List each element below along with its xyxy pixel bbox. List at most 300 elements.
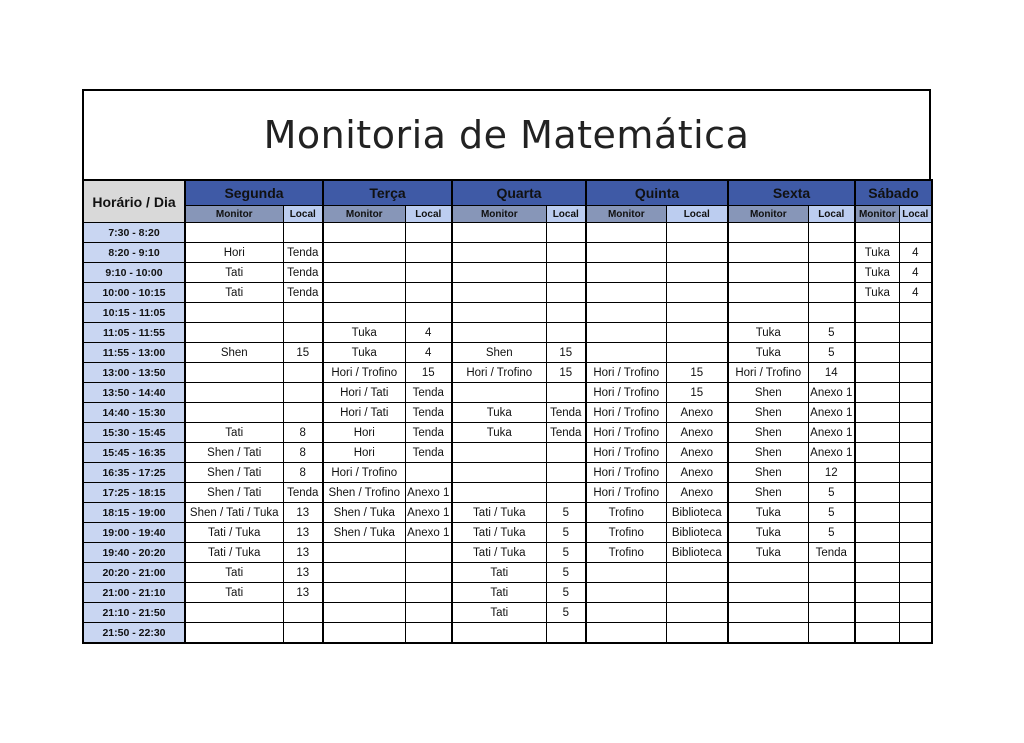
local-cell: 5 bbox=[808, 343, 855, 363]
monitor-cell bbox=[452, 383, 546, 403]
table-row bbox=[83, 423, 932, 443]
monitor-cell bbox=[323, 563, 405, 583]
local-cell bbox=[899, 583, 932, 603]
day-header-quinta: Quinta bbox=[586, 180, 728, 206]
local-cell: 15 bbox=[405, 363, 452, 383]
day-header-sexta: Sexta bbox=[728, 180, 855, 206]
local-cell bbox=[283, 603, 323, 623]
monitor-cell: Hori / Trofino bbox=[586, 363, 666, 383]
local-cell bbox=[899, 223, 932, 243]
monitor-cell: Shen bbox=[185, 343, 283, 363]
local-cell bbox=[546, 323, 586, 343]
table-row bbox=[83, 543, 932, 563]
table-row bbox=[83, 603, 932, 623]
time-slot-label: 13:00 - 13:50 bbox=[83, 363, 185, 383]
monitor-subheader: Monitor bbox=[452, 206, 546, 223]
monitor-cell: Tati / Tuka bbox=[185, 523, 283, 543]
table-row bbox=[83, 483, 932, 503]
local-cell bbox=[808, 283, 855, 303]
local-cell: Anexo bbox=[666, 423, 728, 443]
monitor-cell: Hori / Trofino bbox=[586, 443, 666, 463]
local-cell: 5 bbox=[546, 503, 586, 523]
monitor-cell bbox=[586, 623, 666, 644]
day-header-terca: Terça bbox=[323, 180, 452, 206]
monitor-cell: Hori / Trofino bbox=[586, 383, 666, 403]
monitor-cell: Tuka bbox=[855, 243, 899, 263]
local-cell: Tenda bbox=[283, 263, 323, 283]
local-cell bbox=[546, 263, 586, 283]
monitor-cell bbox=[452, 483, 546, 503]
local-cell: 13 bbox=[283, 523, 323, 543]
monitor-cell: Shen bbox=[728, 463, 808, 483]
local-subheader: Local bbox=[808, 206, 855, 223]
local-cell: 13 bbox=[283, 583, 323, 603]
monitor-cell: Shen bbox=[728, 403, 808, 423]
monitor-cell: Shen bbox=[728, 383, 808, 403]
time-slot-label: 14:40 - 15:30 bbox=[83, 403, 185, 423]
monitor-cell: Hori / Trofino bbox=[323, 363, 405, 383]
local-cell bbox=[899, 403, 932, 423]
monitor-cell: Hori / Trofino bbox=[586, 403, 666, 423]
local-cell: Tenda bbox=[808, 543, 855, 563]
monitor-cell bbox=[855, 623, 899, 644]
monitor-cell bbox=[185, 223, 283, 243]
local-cell: 14 bbox=[808, 363, 855, 383]
time-slot-label: 19:00 - 19:40 bbox=[83, 523, 185, 543]
local-cell: Anexo 1 bbox=[405, 523, 452, 543]
monitor-cell bbox=[855, 503, 899, 523]
monitor-cell bbox=[586, 603, 666, 623]
local-subheader: Local bbox=[283, 206, 323, 223]
corner-header: Horário / Dia bbox=[83, 180, 185, 223]
local-cell bbox=[405, 563, 452, 583]
monitor-cell bbox=[185, 383, 283, 403]
local-cell bbox=[899, 543, 932, 563]
local-cell: Biblioteca bbox=[666, 543, 728, 563]
monitor-cell: Shen bbox=[452, 343, 546, 363]
time-slot-label: 10:00 - 10:15 bbox=[83, 283, 185, 303]
monitor-cell bbox=[728, 223, 808, 243]
day-header-sabado: Sábado bbox=[855, 180, 932, 206]
monitor-cell bbox=[185, 403, 283, 423]
local-cell: Tenda bbox=[546, 403, 586, 423]
local-cell: Anexo bbox=[666, 463, 728, 483]
monitor-cell: Tati bbox=[452, 603, 546, 623]
time-slot-label: 16:35 - 17:25 bbox=[83, 463, 185, 483]
local-cell bbox=[546, 223, 586, 243]
table-row bbox=[83, 283, 932, 303]
monitor-cell bbox=[323, 303, 405, 323]
local-cell bbox=[899, 303, 932, 323]
time-slot-label: 21:00 - 21:10 bbox=[83, 583, 185, 603]
monitor-cell: Tuka bbox=[728, 523, 808, 543]
monitor-cell: Trofino bbox=[586, 523, 666, 543]
table-row bbox=[83, 503, 932, 523]
monitor-cell bbox=[586, 583, 666, 603]
local-cell bbox=[546, 303, 586, 323]
monitor-cell: Tati / Tuka bbox=[452, 523, 546, 543]
local-cell bbox=[405, 543, 452, 563]
monitor-cell: Tuka bbox=[452, 423, 546, 443]
monitor-cell bbox=[452, 463, 546, 483]
local-cell: Anexo 1 bbox=[808, 443, 855, 463]
monitor-cell: Tati bbox=[185, 423, 283, 443]
local-cell: Anexo bbox=[666, 483, 728, 503]
monitor-cell bbox=[728, 603, 808, 623]
local-cell bbox=[666, 623, 728, 644]
local-subheader: Local bbox=[899, 206, 932, 223]
monitor-cell: Tati bbox=[185, 263, 283, 283]
local-cell: 5 bbox=[546, 563, 586, 583]
local-cell bbox=[283, 403, 323, 423]
local-cell: 5 bbox=[546, 583, 586, 603]
local-cell bbox=[666, 603, 728, 623]
monitor-cell: Hori bbox=[185, 243, 283, 263]
local-cell bbox=[899, 323, 932, 343]
local-cell bbox=[405, 463, 452, 483]
local-cell: 15 bbox=[546, 343, 586, 363]
local-cell bbox=[899, 463, 932, 483]
local-cell: 4 bbox=[899, 263, 932, 283]
local-cell: Tenda bbox=[546, 423, 586, 443]
monitor-cell: Trofino bbox=[586, 543, 666, 563]
time-slot-label: 17:25 - 18:15 bbox=[83, 483, 185, 503]
time-slot-label: 15:30 - 15:45 bbox=[83, 423, 185, 443]
local-cell bbox=[666, 323, 728, 343]
local-cell: 5 bbox=[808, 483, 855, 503]
local-cell bbox=[899, 343, 932, 363]
local-cell: Biblioteca bbox=[666, 523, 728, 543]
monitor-cell bbox=[452, 283, 546, 303]
monitor-cell: Hori bbox=[323, 423, 405, 443]
local-cell: Anexo 1 bbox=[808, 423, 855, 443]
monitor-cell: Shen / Tuka bbox=[323, 523, 405, 543]
local-cell: Anexo 1 bbox=[808, 383, 855, 403]
table-row bbox=[83, 623, 932, 644]
local-cell bbox=[899, 523, 932, 543]
monitor-cell bbox=[855, 603, 899, 623]
table-row bbox=[83, 343, 932, 363]
time-slot-label: 21:50 - 22:30 bbox=[83, 623, 185, 644]
page-title: Monitoria de Matemática bbox=[263, 113, 750, 157]
monitor-cell: Shen bbox=[728, 443, 808, 463]
monitor-cell bbox=[855, 363, 899, 383]
monitor-cell: Hori / Trofino bbox=[323, 463, 405, 483]
monitor-cell bbox=[728, 623, 808, 644]
local-cell: Tenda bbox=[283, 283, 323, 303]
monitor-cell: Shen / Tuka bbox=[323, 503, 405, 523]
time-slot-label: 19:40 - 20:20 bbox=[83, 543, 185, 563]
monitor-cell: Tuka bbox=[323, 323, 405, 343]
time-slot-label: 11:05 - 11:55 bbox=[83, 323, 185, 343]
monitor-cell bbox=[452, 243, 546, 263]
monitor-cell bbox=[323, 243, 405, 263]
monitor-cell bbox=[323, 263, 405, 283]
local-cell bbox=[808, 583, 855, 603]
local-cell: 12 bbox=[808, 463, 855, 483]
local-cell bbox=[899, 483, 932, 503]
time-slot-label: 11:55 - 13:00 bbox=[83, 343, 185, 363]
schedule-table bbox=[82, 179, 933, 644]
time-slot-label: 8:20 - 9:10 bbox=[83, 243, 185, 263]
monitor-subheader: Monitor bbox=[185, 206, 283, 223]
local-subheader: Local bbox=[666, 206, 728, 223]
local-cell bbox=[546, 623, 586, 644]
local-subheader: Local bbox=[405, 206, 452, 223]
monitor-cell: Hori / Tati bbox=[323, 383, 405, 403]
local-subheader: Local bbox=[546, 206, 586, 223]
local-cell bbox=[899, 383, 932, 403]
monitor-cell bbox=[855, 563, 899, 583]
time-slot-label: 15:45 - 16:35 bbox=[83, 443, 185, 463]
local-cell: Anexo bbox=[666, 443, 728, 463]
local-cell: 4 bbox=[405, 323, 452, 343]
local-cell: Tenda bbox=[283, 483, 323, 503]
monitor-cell: Tuka bbox=[855, 283, 899, 303]
local-cell bbox=[546, 443, 586, 463]
local-cell bbox=[808, 623, 855, 644]
local-cell: 8 bbox=[283, 463, 323, 483]
monitor-cell bbox=[855, 423, 899, 443]
local-cell bbox=[283, 383, 323, 403]
local-cell: 15 bbox=[546, 363, 586, 383]
monitor-cell bbox=[452, 623, 546, 644]
local-cell bbox=[405, 583, 452, 603]
monitor-subheader: Monitor bbox=[586, 206, 666, 223]
local-cell: Tenda bbox=[405, 403, 452, 423]
local-cell: 5 bbox=[808, 503, 855, 523]
monitor-cell: Tati / Tuka bbox=[452, 543, 546, 563]
monitor-cell: Shen bbox=[728, 423, 808, 443]
monitor-cell bbox=[586, 263, 666, 283]
local-cell bbox=[283, 303, 323, 323]
monitor-cell bbox=[185, 323, 283, 343]
monitor-subheader: Monitor bbox=[323, 206, 405, 223]
local-cell bbox=[899, 503, 932, 523]
monitor-cell bbox=[452, 263, 546, 283]
table-row bbox=[83, 443, 932, 463]
local-cell bbox=[666, 343, 728, 363]
monitor-cell bbox=[586, 223, 666, 243]
local-cell: Anexo 1 bbox=[808, 403, 855, 423]
monitor-subheader: Monitor bbox=[728, 206, 808, 223]
time-slot-label: 21:10 - 21:50 bbox=[83, 603, 185, 623]
monitor-cell bbox=[728, 243, 808, 263]
monitor-cell bbox=[586, 243, 666, 263]
table-row bbox=[83, 563, 932, 583]
local-cell bbox=[546, 283, 586, 303]
local-cell: 4 bbox=[899, 283, 932, 303]
monitor-cell bbox=[855, 523, 899, 543]
day-header-quarta: Quarta bbox=[452, 180, 586, 206]
local-cell bbox=[808, 263, 855, 283]
monitor-cell bbox=[855, 223, 899, 243]
monitor-cell bbox=[855, 443, 899, 463]
local-cell bbox=[808, 603, 855, 623]
local-cell: Tenda bbox=[405, 423, 452, 443]
local-cell bbox=[666, 263, 728, 283]
monitor-cell: Shen / Tati bbox=[185, 443, 283, 463]
monitor-cell bbox=[855, 383, 899, 403]
monitor-cell: Shen / Tati bbox=[185, 463, 283, 483]
subheader-row bbox=[83, 206, 932, 223]
local-cell bbox=[899, 443, 932, 463]
schedule-body bbox=[83, 223, 932, 644]
time-slot-label: 20:20 - 21:00 bbox=[83, 563, 185, 583]
monitor-cell bbox=[855, 323, 899, 343]
monitor-cell: Trofino bbox=[586, 503, 666, 523]
monitor-cell bbox=[586, 283, 666, 303]
monitor-cell: Tuka bbox=[728, 343, 808, 363]
local-cell bbox=[405, 283, 452, 303]
table-row bbox=[83, 223, 932, 243]
local-cell: Anexo 1 bbox=[405, 483, 452, 503]
time-slot-label: 18:15 - 19:00 bbox=[83, 503, 185, 523]
local-cell bbox=[283, 223, 323, 243]
table-row bbox=[83, 463, 932, 483]
local-cell: 15 bbox=[666, 363, 728, 383]
local-cell bbox=[666, 563, 728, 583]
monitor-cell: Hori / Trofino bbox=[586, 423, 666, 443]
monitor-cell bbox=[728, 263, 808, 283]
local-cell: 8 bbox=[283, 423, 323, 443]
monitor-cell: Shen bbox=[728, 483, 808, 503]
local-cell bbox=[283, 623, 323, 644]
monitor-cell bbox=[323, 603, 405, 623]
monitor-cell bbox=[185, 363, 283, 383]
local-cell bbox=[405, 223, 452, 243]
local-cell bbox=[808, 243, 855, 263]
monitor-cell: Hori / Tati bbox=[323, 403, 405, 423]
time-slot-label: 9:10 - 10:00 bbox=[83, 263, 185, 283]
local-cell bbox=[899, 603, 932, 623]
local-cell: Tenda bbox=[405, 383, 452, 403]
monitor-cell bbox=[728, 283, 808, 303]
local-cell bbox=[283, 323, 323, 343]
monitor-cell bbox=[323, 223, 405, 243]
time-slot-label: 10:15 - 11:05 bbox=[83, 303, 185, 323]
local-cell bbox=[899, 623, 932, 644]
local-cell: 13 bbox=[283, 543, 323, 563]
local-cell: 4 bbox=[899, 243, 932, 263]
local-cell: 15 bbox=[666, 383, 728, 403]
monitor-cell: Tuka bbox=[728, 503, 808, 523]
monitor-cell bbox=[323, 623, 405, 644]
monitor-cell bbox=[728, 303, 808, 323]
monitor-cell: Tati / Tuka bbox=[452, 503, 546, 523]
monitor-cell bbox=[185, 603, 283, 623]
monitor-cell: Tuka bbox=[855, 263, 899, 283]
local-cell bbox=[666, 283, 728, 303]
local-cell bbox=[808, 303, 855, 323]
monitor-cell: Hori bbox=[323, 443, 405, 463]
monitor-cell: Shen / Tati bbox=[185, 483, 283, 503]
local-cell: 8 bbox=[283, 443, 323, 463]
local-cell: Tenda bbox=[405, 443, 452, 463]
time-slot-label: 13:50 - 14:40 bbox=[83, 383, 185, 403]
table-row bbox=[83, 583, 932, 603]
table-row bbox=[83, 363, 932, 383]
local-cell bbox=[546, 483, 586, 503]
table-row bbox=[83, 243, 932, 263]
monitor-cell bbox=[452, 323, 546, 343]
local-cell bbox=[405, 243, 452, 263]
monitor-cell: Tati bbox=[452, 583, 546, 603]
monitor-subheader: Monitor bbox=[855, 206, 899, 223]
monitor-cell: Shen / Tati / Tuka bbox=[185, 503, 283, 523]
monitor-cell bbox=[185, 623, 283, 644]
monitor-cell: Tuka bbox=[728, 323, 808, 343]
local-cell bbox=[808, 223, 855, 243]
monitor-cell bbox=[586, 563, 666, 583]
monitor-cell bbox=[728, 563, 808, 583]
local-cell bbox=[808, 563, 855, 583]
monitor-cell bbox=[855, 463, 899, 483]
monitor-cell bbox=[452, 443, 546, 463]
monitor-cell bbox=[586, 323, 666, 343]
local-cell bbox=[546, 463, 586, 483]
day-header-segunda: Segunda bbox=[185, 180, 323, 206]
table-row bbox=[83, 383, 932, 403]
local-cell bbox=[283, 363, 323, 383]
local-cell bbox=[899, 563, 932, 583]
monitor-cell: Tati / Tuka bbox=[185, 543, 283, 563]
table-row bbox=[83, 323, 932, 343]
monitor-cell: Tati bbox=[185, 563, 283, 583]
local-cell bbox=[405, 263, 452, 283]
monitor-cell bbox=[855, 543, 899, 563]
monitor-cell bbox=[855, 583, 899, 603]
monitor-cell bbox=[855, 403, 899, 423]
monitor-cell: Tati bbox=[185, 583, 283, 603]
local-cell: 13 bbox=[283, 503, 323, 523]
local-cell bbox=[666, 223, 728, 243]
title-box bbox=[82, 89, 931, 179]
local-cell: Tenda bbox=[283, 243, 323, 263]
monitor-cell bbox=[586, 303, 666, 323]
monitor-cell: Shen / Trofino bbox=[323, 483, 405, 503]
local-cell: Biblioteca bbox=[666, 503, 728, 523]
monitor-cell: Tuka bbox=[323, 343, 405, 363]
local-cell: 5 bbox=[546, 543, 586, 563]
monitor-cell: Tati bbox=[185, 283, 283, 303]
table-row bbox=[83, 263, 932, 283]
local-cell bbox=[899, 363, 932, 383]
monitor-cell bbox=[323, 543, 405, 563]
monitor-cell bbox=[452, 223, 546, 243]
monitor-cell: Hori / Trofino bbox=[586, 483, 666, 503]
local-cell: Anexo 1 bbox=[405, 503, 452, 523]
monitor-cell bbox=[728, 583, 808, 603]
local-cell bbox=[666, 583, 728, 603]
monitor-cell bbox=[452, 303, 546, 323]
monitor-cell: Tuka bbox=[452, 403, 546, 423]
local-cell bbox=[546, 243, 586, 263]
schedule-sheet bbox=[82, 89, 931, 644]
local-cell: 5 bbox=[808, 523, 855, 543]
monitor-cell bbox=[855, 483, 899, 503]
local-cell: 5 bbox=[546, 603, 586, 623]
monitor-cell bbox=[586, 343, 666, 363]
monitor-cell: Tuka bbox=[728, 543, 808, 563]
local-cell bbox=[666, 243, 728, 263]
monitor-cell: Hori / Trofino bbox=[452, 363, 546, 383]
table-row bbox=[83, 403, 932, 423]
monitor-cell bbox=[323, 283, 405, 303]
monitor-cell bbox=[185, 303, 283, 323]
monitor-cell bbox=[323, 583, 405, 603]
local-cell: 5 bbox=[546, 523, 586, 543]
